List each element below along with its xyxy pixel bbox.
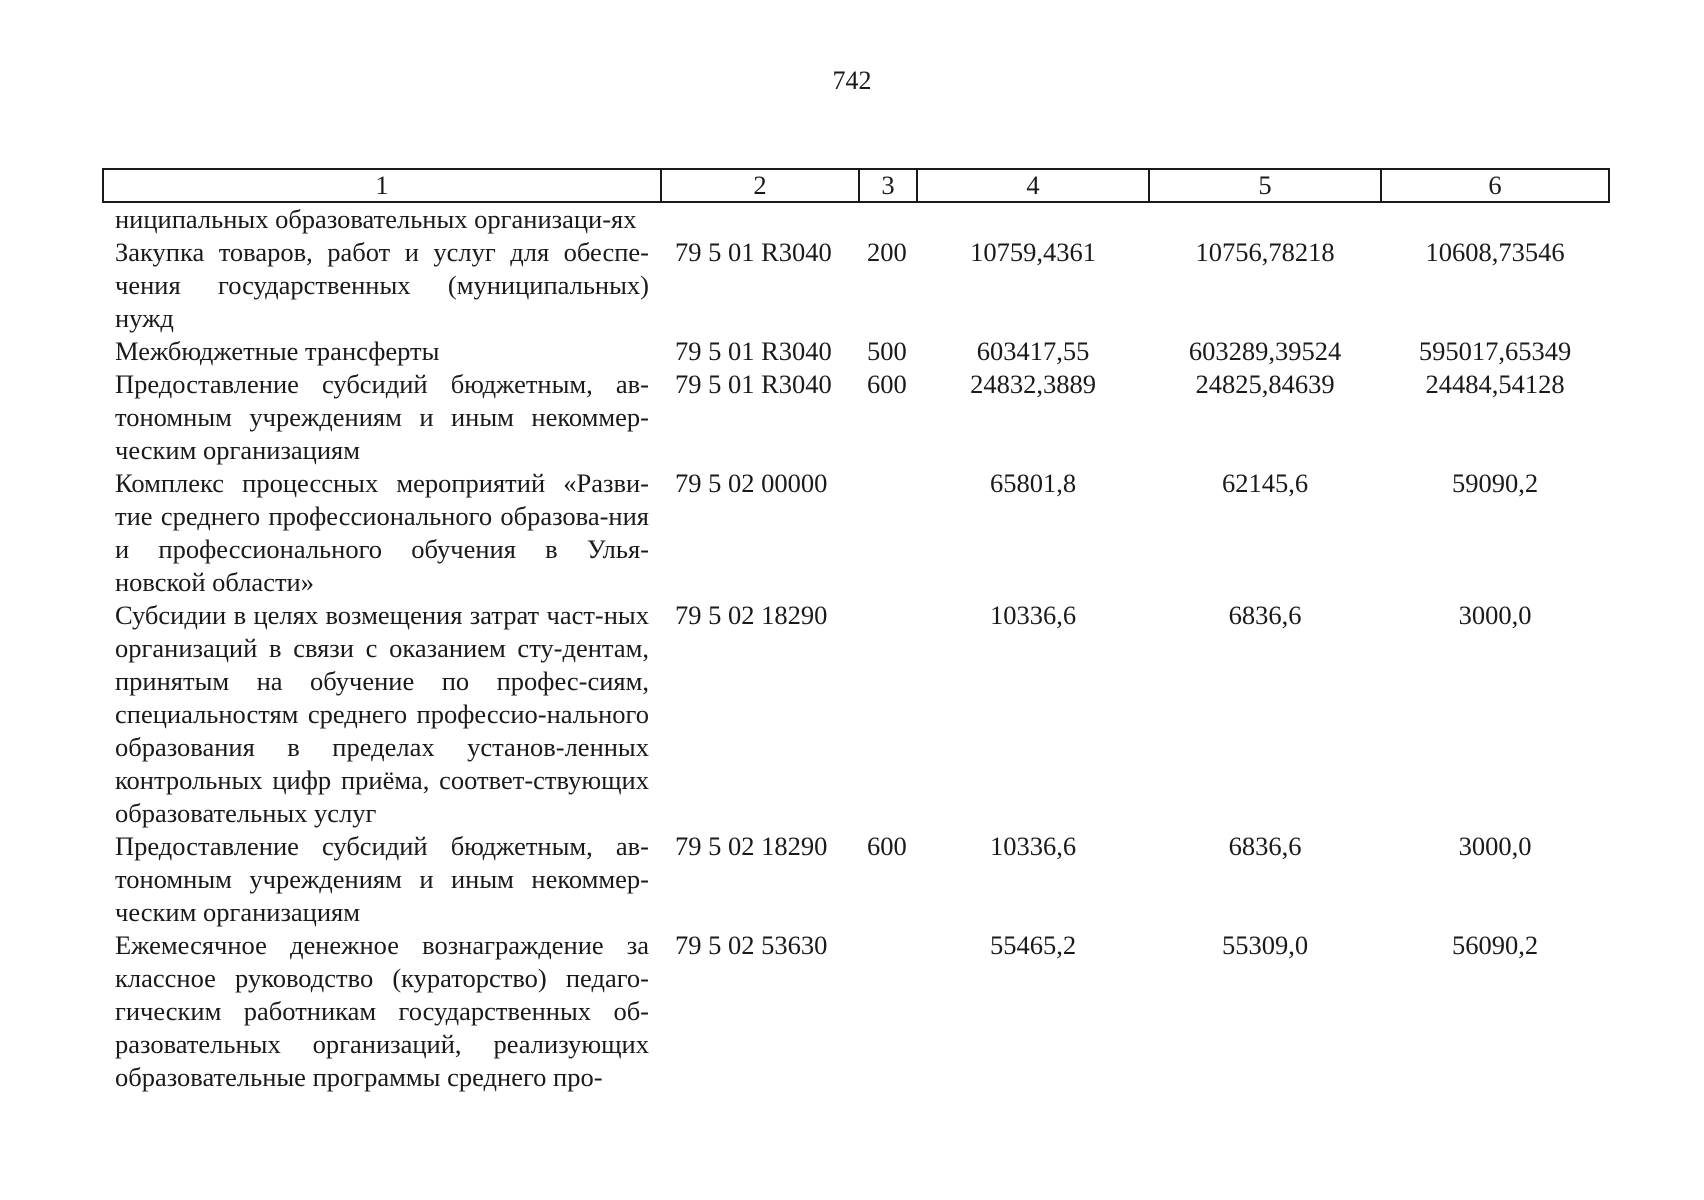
row-code: 79 5 02 53630 — [675, 930, 828, 960]
row-name: Субсидии в целях возмещения затрат част-ных организаций в связи с оказанием сту-дентам, принятым на обучение по профес-сиям, специальностям среднего профессио-нального образования в пределах установ-ленных контрольных цифр приёма, соответ-ствующих образовательных услуг — [115, 600, 649, 828]
column-header-5: 5 — [1149, 169, 1381, 202]
table-row — [103, 599, 1609, 830]
row-value-6: 595017,65349 — [1418, 336, 1572, 366]
table-row — [103, 236, 1609, 335]
row-value-6: 59090,2 — [1451, 468, 1539, 498]
row-value-4: 10336,6 — [989, 831, 1077, 861]
column-header-6: 6 — [1381, 169, 1609, 202]
row-expense-type: 500 — [867, 336, 907, 366]
column-header-2: 2 — [661, 169, 859, 202]
row-value-5: 10756,78218 — [1195, 237, 1335, 267]
row-value-5: 6836,6 — [1228, 600, 1302, 630]
table-row — [103, 467, 1609, 599]
row-value-5 — [1149, 202, 1381, 236]
header-row — [103, 169, 1609, 202]
row-name: Предоставление субсидий бюджетным, ав-тономным учреждениям и иным некоммер-ческим организациям — [115, 831, 649, 927]
row-value-5: 603289,39524 — [1188, 336, 1342, 366]
row-value-4: 603417,55 — [976, 336, 1090, 366]
row-name: Предоставление субсидий бюджетным, ав-тономным учреждениям и иным некоммер-ческим организациям — [115, 369, 649, 465]
row-value-6 — [1381, 202, 1609, 236]
row-expense-type — [859, 929, 917, 1094]
row-expense-type: 200 — [867, 237, 907, 267]
row-expense-type — [859, 599, 917, 830]
row-expense-type: 600 — [867, 831, 907, 861]
row-code: 79 5 02 18290 — [675, 831, 828, 861]
row-value-4: 65801,8 — [989, 468, 1077, 498]
page-number: 742 — [832, 66, 872, 95]
row-value-5: 55309,0 — [1221, 930, 1309, 960]
column-header-4: 4 — [917, 169, 1149, 202]
row-code — [661, 202, 859, 236]
row-code: 79 5 01 R3040 — [675, 237, 832, 267]
row-value-4: 55465,2 — [989, 930, 1077, 960]
row-code: 79 5 02 18290 — [675, 600, 828, 630]
row-value-6: 3000,0 — [1458, 831, 1532, 861]
row-value-6: 56090,2 — [1451, 930, 1539, 960]
row-code: 79 5 01 R3040 — [675, 336, 832, 366]
row-expense-type: 600 — [867, 369, 907, 399]
row-code: 79 5 02 00000 — [675, 468, 828, 498]
row-name: Межбюджетные трансферты — [115, 336, 440, 366]
row-name: ниципальных образовательных организаци-ях — [115, 204, 637, 234]
row-value-4: 24832,3889 — [970, 369, 1096, 399]
column-header-1: 1 — [103, 169, 661, 202]
table-row — [103, 830, 1609, 929]
row-value-5: 62145,6 — [1221, 468, 1309, 498]
row-value-6: 24484,54128 — [1425, 369, 1565, 399]
row-value-5: 6836,6 — [1228, 831, 1302, 861]
row-name: Ежемесячное денежное вознаграждение за классное руководство (кураторство) педаго-гическим работникам государственных об-разовательных организаций, реализующих образовательные программы среднего про- — [115, 930, 649, 1092]
table-row — [103, 202, 1609, 236]
row-value-6: 3000,0 — [1458, 600, 1532, 630]
row-value-4 — [917, 202, 1149, 236]
table-row — [103, 335, 1609, 368]
row-value-4: 10759,4361 — [970, 237, 1096, 267]
column-header-3: 3 — [859, 169, 917, 202]
row-code: 79 5 01 R3040 — [675, 369, 832, 399]
row-value-5: 24825,84639 — [1195, 369, 1335, 399]
row-value-6: 10608,73546 — [1425, 237, 1565, 267]
budget-table — [102, 168, 1610, 1094]
row-name: Закупка товаров, работ и услуг для обеспе-чения государственных (муниципальных) нужд — [115, 237, 649, 333]
row-expense-type — [859, 467, 917, 599]
row-expense-type — [859, 202, 917, 236]
row-name: Комплекс процессных мероприятий «Разви-тие среднего профессионального образова-ния и профессионального обучения в Улья-новской области» — [115, 468, 649, 597]
row-value-4: 10336,6 — [989, 600, 1077, 630]
table-row — [103, 929, 1609, 1094]
table-row — [103, 368, 1609, 467]
